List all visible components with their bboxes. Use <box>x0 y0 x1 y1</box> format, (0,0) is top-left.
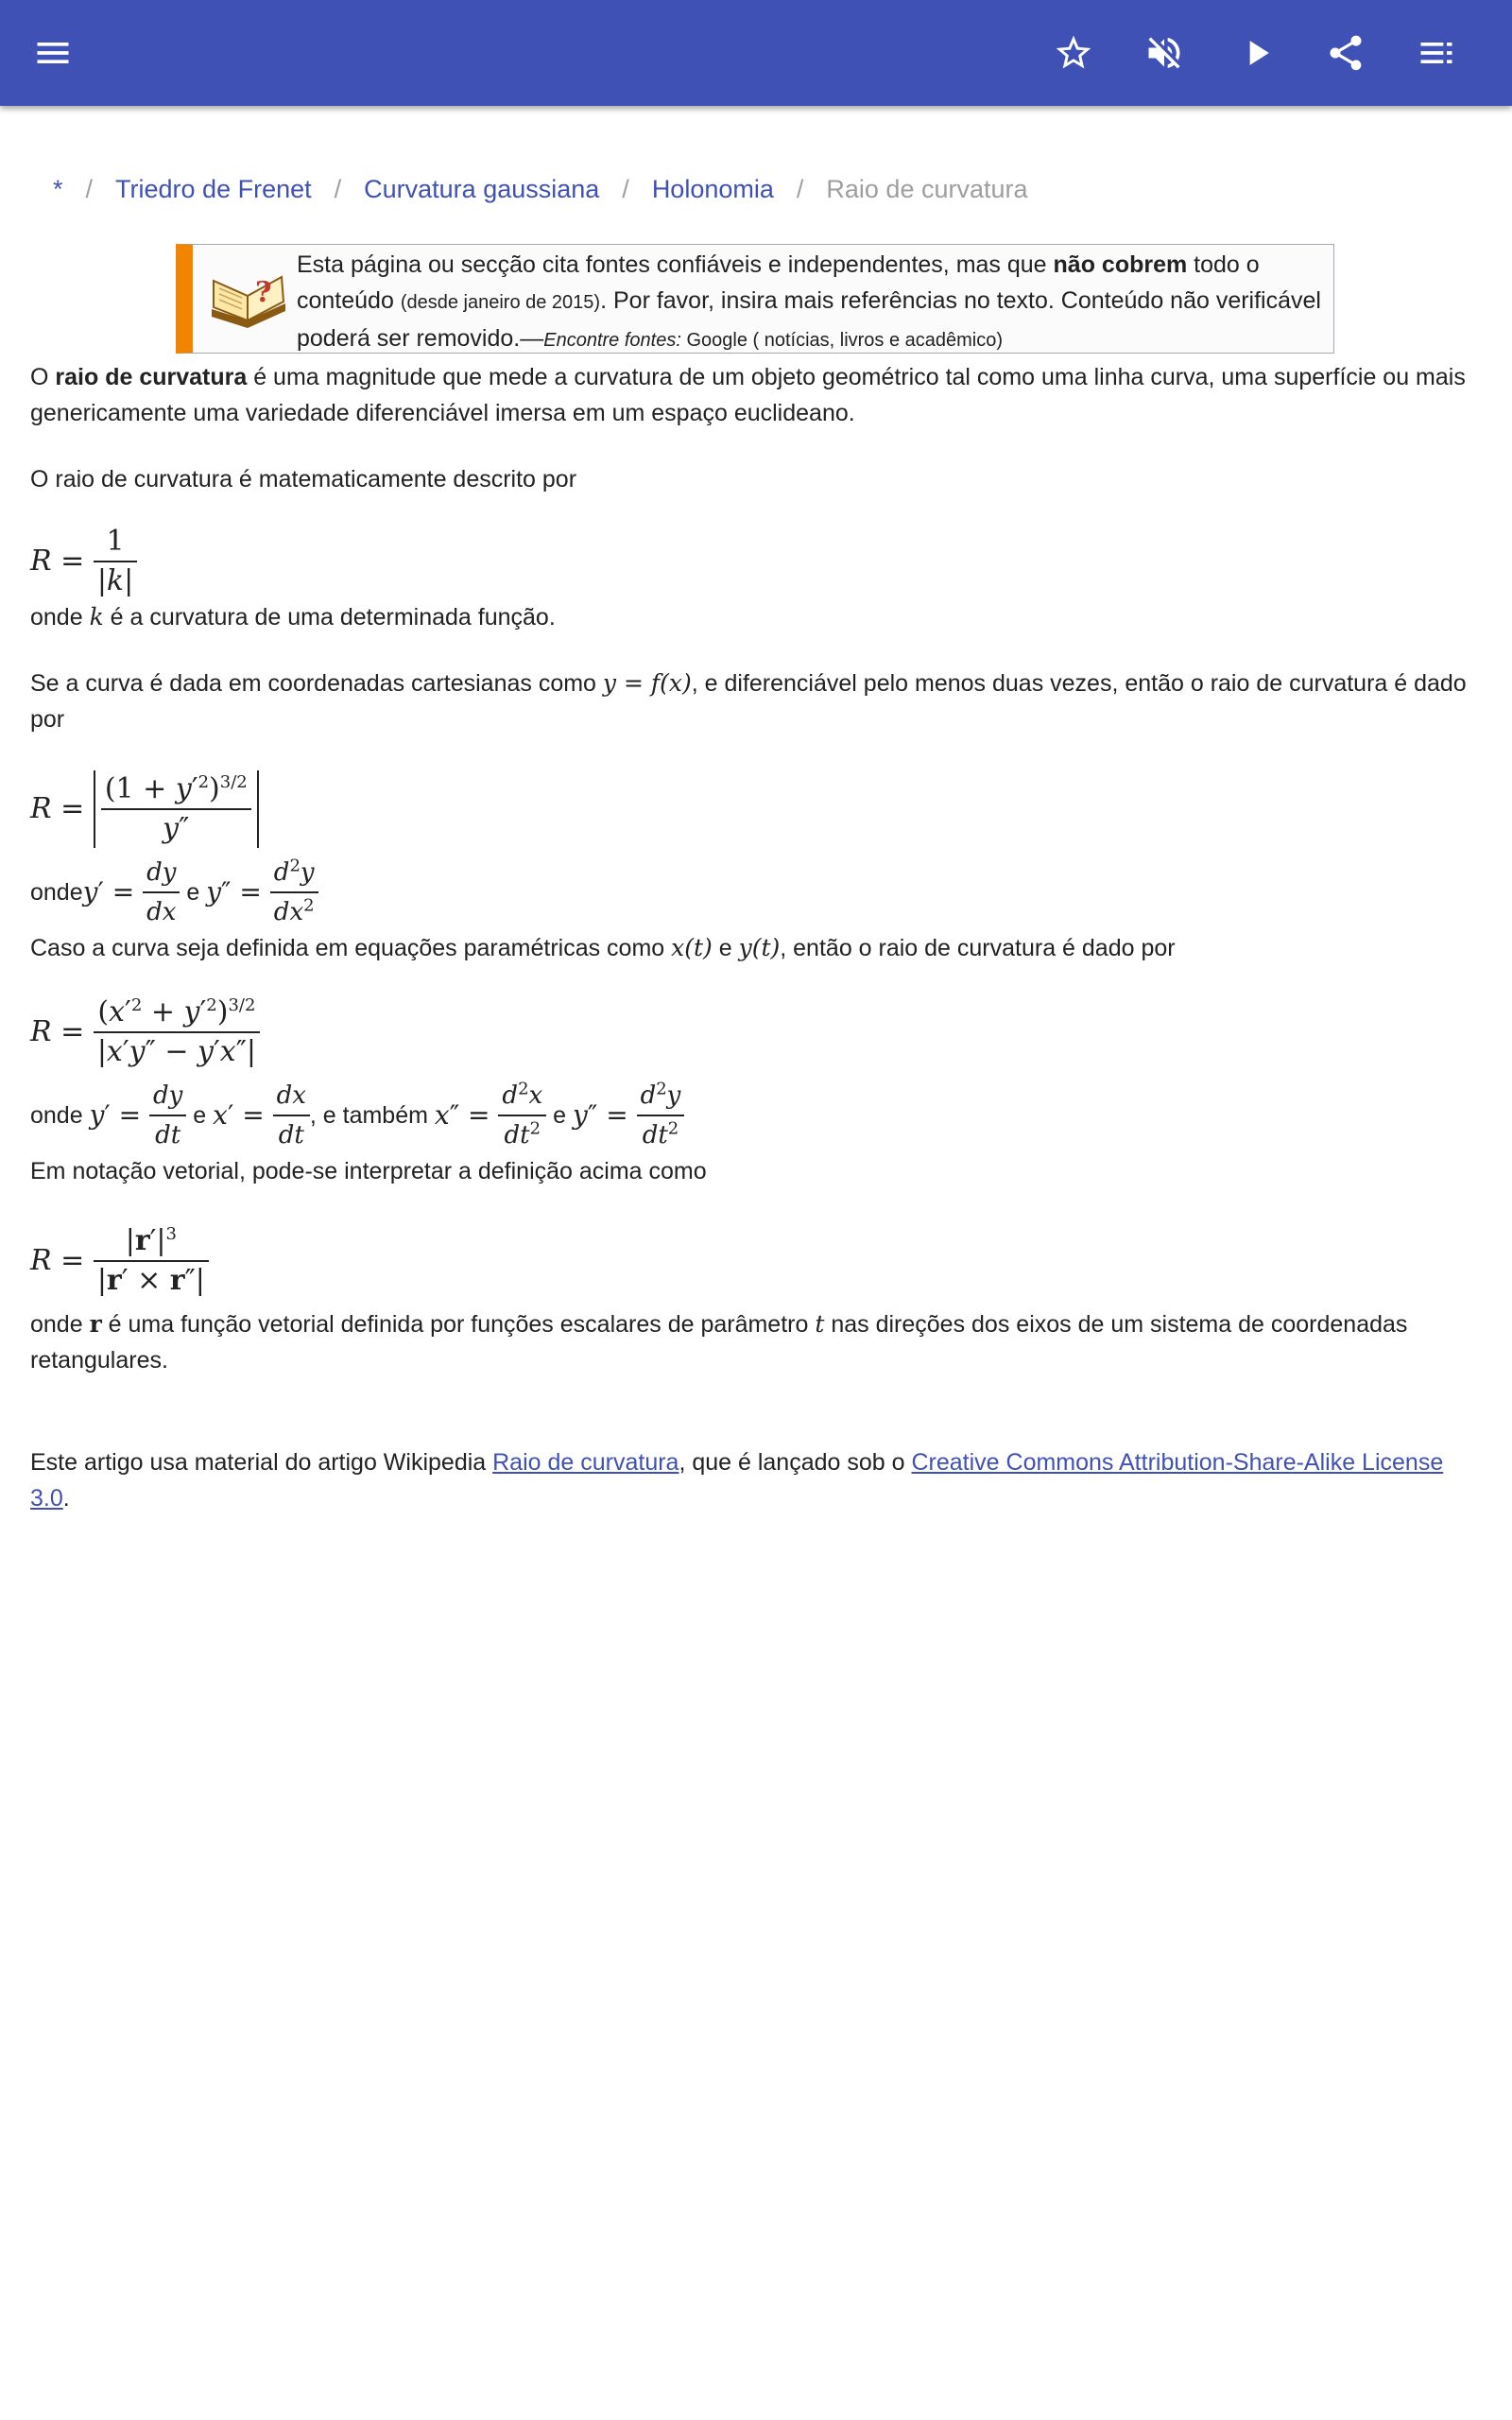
paragraph-parametric <box>30 930 1486 966</box>
paragraph-vector-definition <box>30 1306 1486 1378</box>
text: e <box>546 1102 573 1129</box>
contents-button[interactable] <box>1408 25 1465 81</box>
text: onde <box>30 879 83 906</box>
breadcrumb-separator: / <box>85 174 94 203</box>
text: onde <box>30 1311 90 1338</box>
text: e <box>712 935 739 961</box>
text: e <box>180 879 207 906</box>
math-var: t <box>815 1310 825 1338</box>
paragraph-vector: Em notação vetorial, pode-se interpretar a definição acima como <box>30 1158 707 1184</box>
menu-button[interactable] <box>25 25 81 81</box>
formula-radius-vector: R = $\frac{|r'|^3}{|r' \times r''|}$ <box>30 1216 1486 1306</box>
star-icon <box>1053 32 1094 74</box>
text: , que é lançado sob o <box>679 1449 912 1476</box>
notice-text-part: Esta página ou secção cita fontes confiáveis e independentes, mas que <box>297 251 1054 278</box>
text: . <box>62 1485 70 1512</box>
wikipedia-article-link[interactable]: Raio de curvatura <box>492 1449 679 1476</box>
breadcrumb-separator: / <box>796 174 804 203</box>
paragraph-intro <box>30 359 1486 431</box>
breadcrumb-item-gaussiana[interactable]: Curvatura gaussiana <box>364 174 600 203</box>
breadcrumb-separator: / <box>334 174 342 203</box>
text: , então o raio de curvatura é dado por <box>780 935 1176 961</box>
text: onde <box>30 1102 90 1129</box>
breadcrumb-separator: / <box>622 174 629 203</box>
play-icon <box>1236 32 1278 74</box>
footer-attribution <box>30 1444 1486 1516</box>
text: é uma função vetorial definida por funções escalares de parâmetro <box>101 1311 816 1338</box>
math-inline: x(t) <box>671 934 713 961</box>
notice-text <box>297 247 1327 358</box>
svg-text:?: ? <box>255 276 272 309</box>
text: e <box>186 1102 214 1129</box>
share-icon <box>1325 32 1366 74</box>
definition-derivatives: onde y′ = $\frac{dy}{dx}$ e y″ = $\frac{d^2y}{dx^2}$ <box>30 855 1486 930</box>
math-var: r <box>89 1310 102 1338</box>
article-body <box>30 359 1486 1516</box>
breadcrumb <box>53 170 1028 208</box>
notice-sources[interactable]: Google ( notícias, livros e acadêmico) <box>680 330 1004 351</box>
text: é a curvatura de uma determinada função. <box>103 604 556 631</box>
bookmark-button[interactable] <box>1045 25 1102 81</box>
formula-radius-cartesian: R = $\frac{(1 + y'^2)^{3/2}}{y''}$ <box>30 764 1486 855</box>
term-bold: raio de curvatura <box>55 364 248 390</box>
app-toolbar <box>0 0 1512 106</box>
text: , e também <box>309 1102 435 1129</box>
paragraph-cartesian <box>30 666 1486 737</box>
text: é uma magnitude que mede a curvatura de um objeto geométrico tal como uma linha curva, uma superfície ou mais genericamente uma variedade diferenciável imersa em um espaço euclideano. <box>30 364 1466 426</box>
notice-bold: não cobrem <box>1053 251 1188 278</box>
text: Este artigo usa material do artigo Wikipedia <box>30 1449 493 1476</box>
paragraph-k <box>30 599 1486 635</box>
notice-text-part: todo o conteúdo <box>297 251 1260 314</box>
formula-radius-parametric: R = $\frac{(x'^2 + y'^2)^{3/2}}{|x'y'' - y'x''|}$ <box>30 987 1486 1078</box>
breadcrumb-item-frenet[interactable]: Triedro de Frenet <box>115 174 312 203</box>
citation-notice-box <box>176 244 1334 354</box>
notice-text-part: . Por favor, insira mais referências no texto. Conteúdo não verificável poderá ser removido.— <box>297 287 1321 352</box>
breadcrumb-item-home[interactable]: * <box>53 174 63 203</box>
text: , e diferenciável pelo menos duas vezes, então o raio de curvatura é dado por <box>30 670 1467 733</box>
notice-date: (desde janeiro de 2015) <box>400 292 601 313</box>
formula-radius-basic: R = $\frac{1}{|k|}$ <box>30 524 1486 599</box>
play-button[interactable] <box>1228 25 1285 81</box>
license-link[interactable]: Creative Commons Attribution-Share-Alike License 3.0 <box>30 1449 1444 1512</box>
math-inline: y = f(x) <box>602 669 692 697</box>
text: Se a curva é dada em coordenadas cartesianas como <box>30 670 603 697</box>
playlist-icon <box>1416 32 1457 74</box>
text: Caso a curva seja definida em equações paramétricas como <box>30 935 672 961</box>
book-question-icon <box>206 262 291 334</box>
paragraph-description: O raio de curvatura é matematicamente descrito por <box>30 466 577 493</box>
text: onde <box>30 604 90 631</box>
text: O <box>30 364 56 390</box>
mute-icon <box>1143 32 1185 74</box>
breadcrumb-current: Raio de curvatura <box>826 174 1028 203</box>
math-var: k <box>89 603 104 631</box>
mute-button[interactable] <box>1136 25 1193 81</box>
text: nas direções dos eixos de um sistema de coordenadas retangulares. <box>30 1311 1408 1374</box>
share-button[interactable] <box>1317 25 1374 81</box>
math-inline: y(t) <box>738 934 781 961</box>
breadcrumb-item-holonomia[interactable]: Holonomia <box>651 174 774 203</box>
menu-icon <box>32 32 74 74</box>
notice-find-sources: Encontre fontes: <box>543 330 681 351</box>
definition-parametric-derivatives: onde y′ = $\frac{dy}{dt}$ e x′ = $\frac{dx}{dt}$ , e também x″ = $\frac{d^2x}{dt^2}$ e y″ = $\frac{d^2y}{dt^2}$ <box>30 1078 1486 1153</box>
